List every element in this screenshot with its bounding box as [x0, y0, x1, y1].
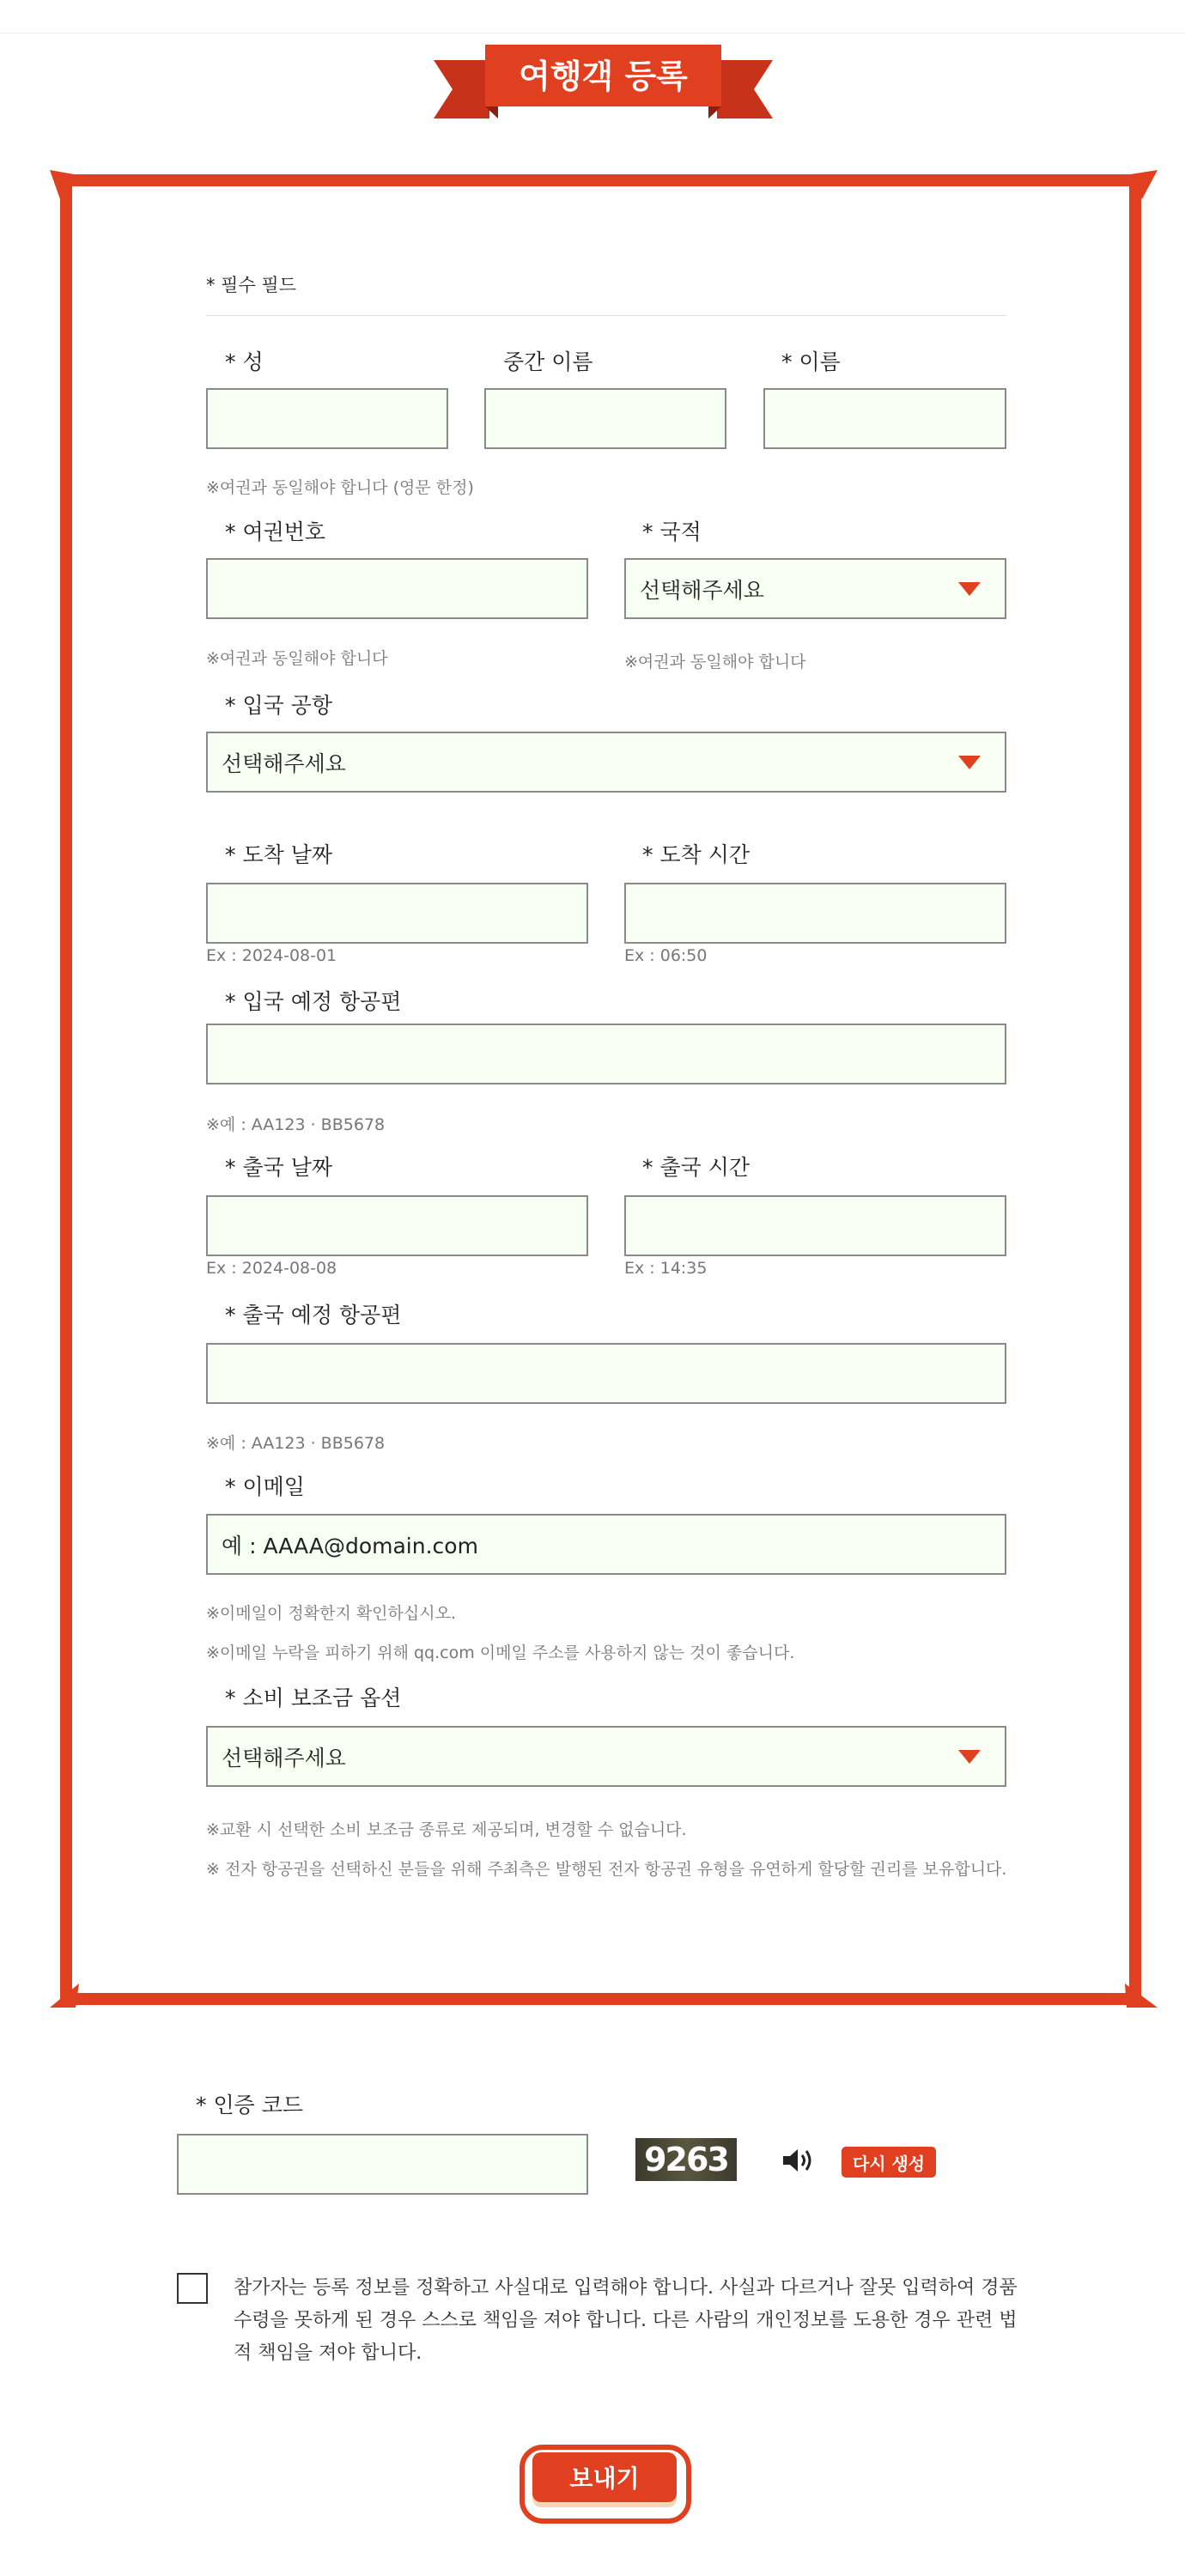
exit-flight-input[interactable]	[206, 1343, 1006, 1404]
speaker-icon[interactable]	[781, 2147, 816, 2174]
subsidy-hint-2: ※ 전자 항공권을 선택하신 분들을 위해 주최측은 발행된 전자 항공권 유형을 유연하게 할당할 권리를 보유합니다.	[206, 1860, 1007, 1879]
arrival-date-hint: Ex : 2024-08-01	[206, 946, 337, 965]
last-name-input[interactable]	[206, 388, 448, 449]
entry-flight-hint: ※예 : AA123 · BB5678	[206, 1115, 386, 1134]
entry-airport-select-value: 선택해주세요	[222, 750, 346, 776]
departure-time-label: * 출국 시간	[642, 1155, 750, 1180]
passport-label: * 여권번호	[225, 519, 326, 544]
entry-flight-input[interactable]	[206, 1024, 1006, 1084]
passport-hint: ※여권과 동일해야 합니다	[206, 649, 388, 668]
arrival-time-input[interactable]	[624, 883, 1006, 944]
entry-airport-select[interactable]	[206, 732, 1006, 793]
arrival-time-label: * 도착 시간	[642, 842, 750, 867]
departure-date-input[interactable]	[206, 1195, 588, 1256]
nationality-select-value: 선택해주세요	[640, 577, 764, 603]
passport-input[interactable]	[206, 558, 588, 619]
email-input[interactable]	[206, 1514, 1006, 1575]
exit-flight-hint: ※예 : AA123 · BB5678	[206, 1434, 386, 1453]
departure-date-label: * 출국 날짜	[225, 1155, 332, 1180]
middle-name-input[interactable]	[484, 388, 726, 449]
entry-airport-label: * 입국 공항	[225, 693, 332, 718]
first-name-input[interactable]	[763, 388, 1006, 449]
verification-code-label: * 인증 코드	[196, 2093, 303, 2117]
required-note: * 필수 필드	[206, 275, 296, 295]
submit-button-wrap	[519, 2444, 692, 2526]
nationality-select[interactable]	[624, 558, 1006, 619]
subsidy-select[interactable]	[206, 1726, 1006, 1787]
agreement-checkbox[interactable]	[177, 2273, 208, 2304]
arrival-time-hint: Ex : 06:50	[624, 946, 708, 965]
form-divider	[206, 315, 1006, 316]
subsidy-label: * 소비 보조금 옵션	[225, 1686, 402, 1710]
entry-flight-label: * 입국 예정 항공편	[225, 989, 402, 1014]
arrival-date-input[interactable]	[206, 883, 588, 944]
subsidy-hint-1: ※교환 시 선택한 소비 보조금 종류로 제공되며, 변경할 수 없습니다.	[206, 1820, 687, 1839]
email-placeholder: 예 : AAAA@domain.com	[222, 1533, 478, 1558]
departure-time-input[interactable]	[624, 1195, 1006, 1256]
arrival-date-label: * 도착 날짜	[225, 842, 332, 867]
last-name-label: * 성	[225, 349, 264, 374]
captcha-image	[635, 2138, 737, 2181]
departure-date-hint: Ex : 2024-08-08	[206, 1259, 337, 1278]
captcha-text: 9263	[644, 2141, 728, 2178]
nationality-hint: ※여권과 동일해야 합니다	[624, 653, 806, 671]
caret-down-icon	[958, 1750, 981, 1764]
agreement-text: 참가자는 등록 정보를 정확하고 사실대로 입력해야 합니다. 사실과 다르거나 잘못 입력하여 경품 수령을 못하게 된 경우 스스로 책임을 져야 합니다. 다른 사람의 개인정보를 도용한 경우 관련 법적 책임을 져야 합니다.	[234, 2277, 1018, 2364]
caret-down-icon	[958, 756, 981, 769]
verification-code-input[interactable]	[177, 2134, 588, 2195]
submit-button[interactable]: 보내기	[532, 2452, 677, 2502]
name-hint: ※여권과 동일해야 합니다 (영문 한정)	[206, 478, 474, 497]
regenerate-captcha-button[interactable]: 다시 생성	[842, 2147, 936, 2178]
page-title: 여행객 등록	[519, 58, 688, 95]
caret-down-icon	[958, 582, 981, 596]
email-hint-1: ※이메일이 정확한지 확인하십시오.	[206, 1604, 456, 1623]
departure-time-hint: Ex : 14:35	[624, 1259, 708, 1278]
email-hint-2: ※이메일 누락을 피하기 위해 qq.com 이메일 주소를 사용하지 않는 것이 좋습니다.	[206, 1643, 795, 1662]
first-name-label: * 이름	[781, 349, 841, 374]
email-label: * 이메일	[225, 1474, 305, 1499]
nationality-label: * 국적	[642, 519, 702, 544]
middle-name-label: 중간 이름	[503, 349, 593, 374]
exit-flight-label: * 출국 예정 항공편	[225, 1303, 402, 1327]
subsidy-select-value: 선택해주세요	[222, 1745, 346, 1771]
